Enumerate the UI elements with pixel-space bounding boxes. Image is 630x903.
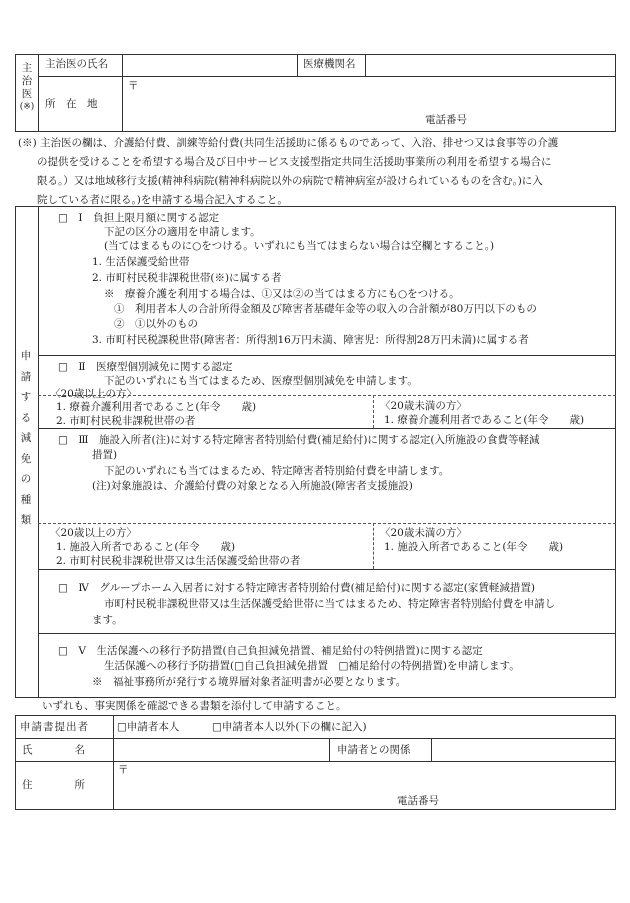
attach-note: いずれも、事実関係を確認できる書類を添付して申請すること。 bbox=[42, 700, 347, 712]
reduction-section-label bbox=[19, 346, 33, 531]
section-3-line: 下記のいずれにも当てはまるため、特定障害者特別給付費を申請します。 bbox=[104, 465, 450, 477]
physician-phone-label: 電話番号 bbox=[425, 114, 467, 126]
relation-label: 申請者との関係 bbox=[337, 744, 411, 756]
option-other-checkbox[interactable]: □申請者本人以外(下の欄に記入) bbox=[212, 721, 367, 733]
section-2-left-item: 2. 市町村民税非課税世帯の者 bbox=[56, 415, 196, 427]
submitter-label: 申請書提出者 bbox=[20, 721, 89, 733]
note-line: の提供を受けることを希望する場合及び日中サービス支援型指定共同生活援助事業所の利用を希望する場合に bbox=[37, 156, 552, 168]
institution-field[interactable] bbox=[366, 55, 615, 75]
note-line: 院している者に限る。)を申請する場合記入すること。 bbox=[37, 194, 288, 206]
section-3-left-item: 1. 施設入所者であること(年令 歳) bbox=[56, 541, 236, 553]
relation-field[interactable] bbox=[432, 739, 615, 760]
label-char: 申 bbox=[20, 350, 32, 362]
section-3-title: 措置) bbox=[92, 449, 118, 461]
section-3-left-item: 2. 市町村民税非課税世帯又は生活保護受給世帯の者 bbox=[56, 555, 301, 567]
section-1-sub[interactable]: ① 利用者本人の合計所得金額及び障害者基礎年金等の収入の合計額が80万円以下のもの bbox=[114, 303, 537, 315]
name-label: 氏 名 bbox=[22, 744, 85, 756]
section-2-right-item: 1. 療養介護利用者であること(年令 歳) bbox=[384, 414, 585, 426]
note-line: 限る。）又は地域移行支援(精神科病院(精神科病院以外の病院で精神病室が設けられているものを含む。)に入 bbox=[37, 175, 543, 187]
address-label: 住 所 bbox=[22, 779, 85, 791]
section-1-line: 下記の区分の適用を申請します。 bbox=[104, 226, 261, 238]
phone-label: 電話番号 bbox=[397, 795, 439, 807]
section-5-line: ※ 福祉事務所が発行する境界層対象者証明書が必要となります。 bbox=[92, 676, 407, 688]
section-1-title[interactable]: □ Ⅰ 負担上限月額に関する認定 bbox=[58, 212, 220, 224]
option-self-checkbox[interactable]: □申請者本人 bbox=[117, 721, 180, 733]
section-2-left-header: 〈20歳以上の方〉 bbox=[50, 388, 137, 400]
section-4-line: ます。 bbox=[92, 614, 123, 626]
physician-address-field[interactable] bbox=[123, 77, 615, 131]
physician-address-label: 所 在 地 bbox=[45, 98, 98, 110]
section-2-title[interactable]: □ Ⅱ 医療型個別減免に関する認定 bbox=[58, 361, 233, 373]
postal-mark: 〒 bbox=[128, 80, 139, 92]
section-1-note: ※ 療養介護を利用する場合は、①又は②の当てはまる方にも○をつける。 bbox=[104, 288, 460, 300]
note-line: (※) 主治医の欄は、介護給付費、訓練等給付費(共同生活援助に係るものであって、入浴、排せつ又は食事等の介護 bbox=[18, 137, 559, 149]
physician-note bbox=[18, 134, 618, 210]
physician-section-label bbox=[16, 62, 38, 114]
label-char: 治 bbox=[21, 75, 33, 87]
physician-name-label: 主治医の氏名 bbox=[45, 58, 108, 70]
institution-label: 医療機関名 bbox=[303, 58, 356, 70]
section-2-line: 下記のいずれにも当てはまるため、医療型個別減免を申請します。 bbox=[104, 375, 418, 387]
postal-mark: 〒 bbox=[118, 764, 129, 776]
section-3-right-header: 〈20歳未満の方〉 bbox=[380, 527, 467, 539]
label-char: 医 bbox=[21, 88, 33, 100]
section-2-right-header: 〈20歳未満の方〉 bbox=[380, 400, 467, 412]
section-3-title[interactable]: □ Ⅲ 施設入所者(注)に対する特定障害者特別給付費(補足給付)に関する認定(入所施設の食費等軽減 bbox=[58, 434, 540, 446]
label-char: 類 bbox=[20, 514, 32, 526]
label-char: 主 bbox=[21, 62, 33, 74]
label-char: 減 bbox=[20, 432, 32, 444]
section-3-right-item: 1. 施設入所者であること(年令 歳) bbox=[384, 541, 564, 553]
label-mark: (※) bbox=[19, 102, 35, 112]
label-char: る bbox=[20, 411, 32, 424]
section-5-title[interactable]: □ Ⅴ 生活保護への移行予防措置(自己負担減免措置、補足給付の特例措置)に関する認定 bbox=[58, 645, 483, 657]
section-1-item[interactable]: 3. 市町村民税課税世帯(障害者：所得割16万円未満、障害児：所得割28万円未満)に属する者 bbox=[92, 334, 529, 346]
section-3-left-header: 〈20歳以上の方〉 bbox=[50, 527, 137, 539]
label-char: す bbox=[20, 391, 32, 403]
address-field[interactable] bbox=[114, 762, 615, 809]
section-1-line: (当てはまるものに○をつける。いずれにも当てはまらない場合は空欄とすること。) bbox=[104, 240, 495, 252]
section-1-item[interactable]: 2. 市町村民税非課税世帯(※)に属する者 bbox=[92, 272, 282, 284]
section-4-title[interactable]: □ Ⅳ グループホーム入居者に対する特定障害者特別給付費(補足給付)に関する認定(家賃軽減措置) bbox=[58, 582, 535, 594]
physician-name-field[interactable] bbox=[123, 55, 296, 75]
section-1-item[interactable]: 1. 生活保護受給世帯 bbox=[92, 256, 190, 268]
label-char: 請 bbox=[20, 370, 32, 383]
section-2-left-item: 1. 療養介護利用者であること(年令 歳) bbox=[56, 401, 257, 413]
section-1-sub[interactable]: ② ①以外のもの bbox=[114, 318, 198, 330]
name-field[interactable] bbox=[114, 739, 328, 760]
label-char: の bbox=[20, 473, 32, 485]
section-4-line: 市町村民税非課税世帯又は生活保護受給世帯に当てはまるため、特定障害者特別給付費を申請し bbox=[104, 598, 556, 610]
label-char: 種 bbox=[20, 493, 32, 506]
section-5-line[interactable]: 生活保護への移行予防措置(□自己負担減免措置 □補足給付の特例措置)を申請します。 bbox=[104, 660, 520, 672]
section-3-line: (注)対象施設は、介護給付費の対象となる入所施設(障害者支援施設) bbox=[92, 480, 413, 492]
label-char: 免 bbox=[20, 452, 32, 465]
